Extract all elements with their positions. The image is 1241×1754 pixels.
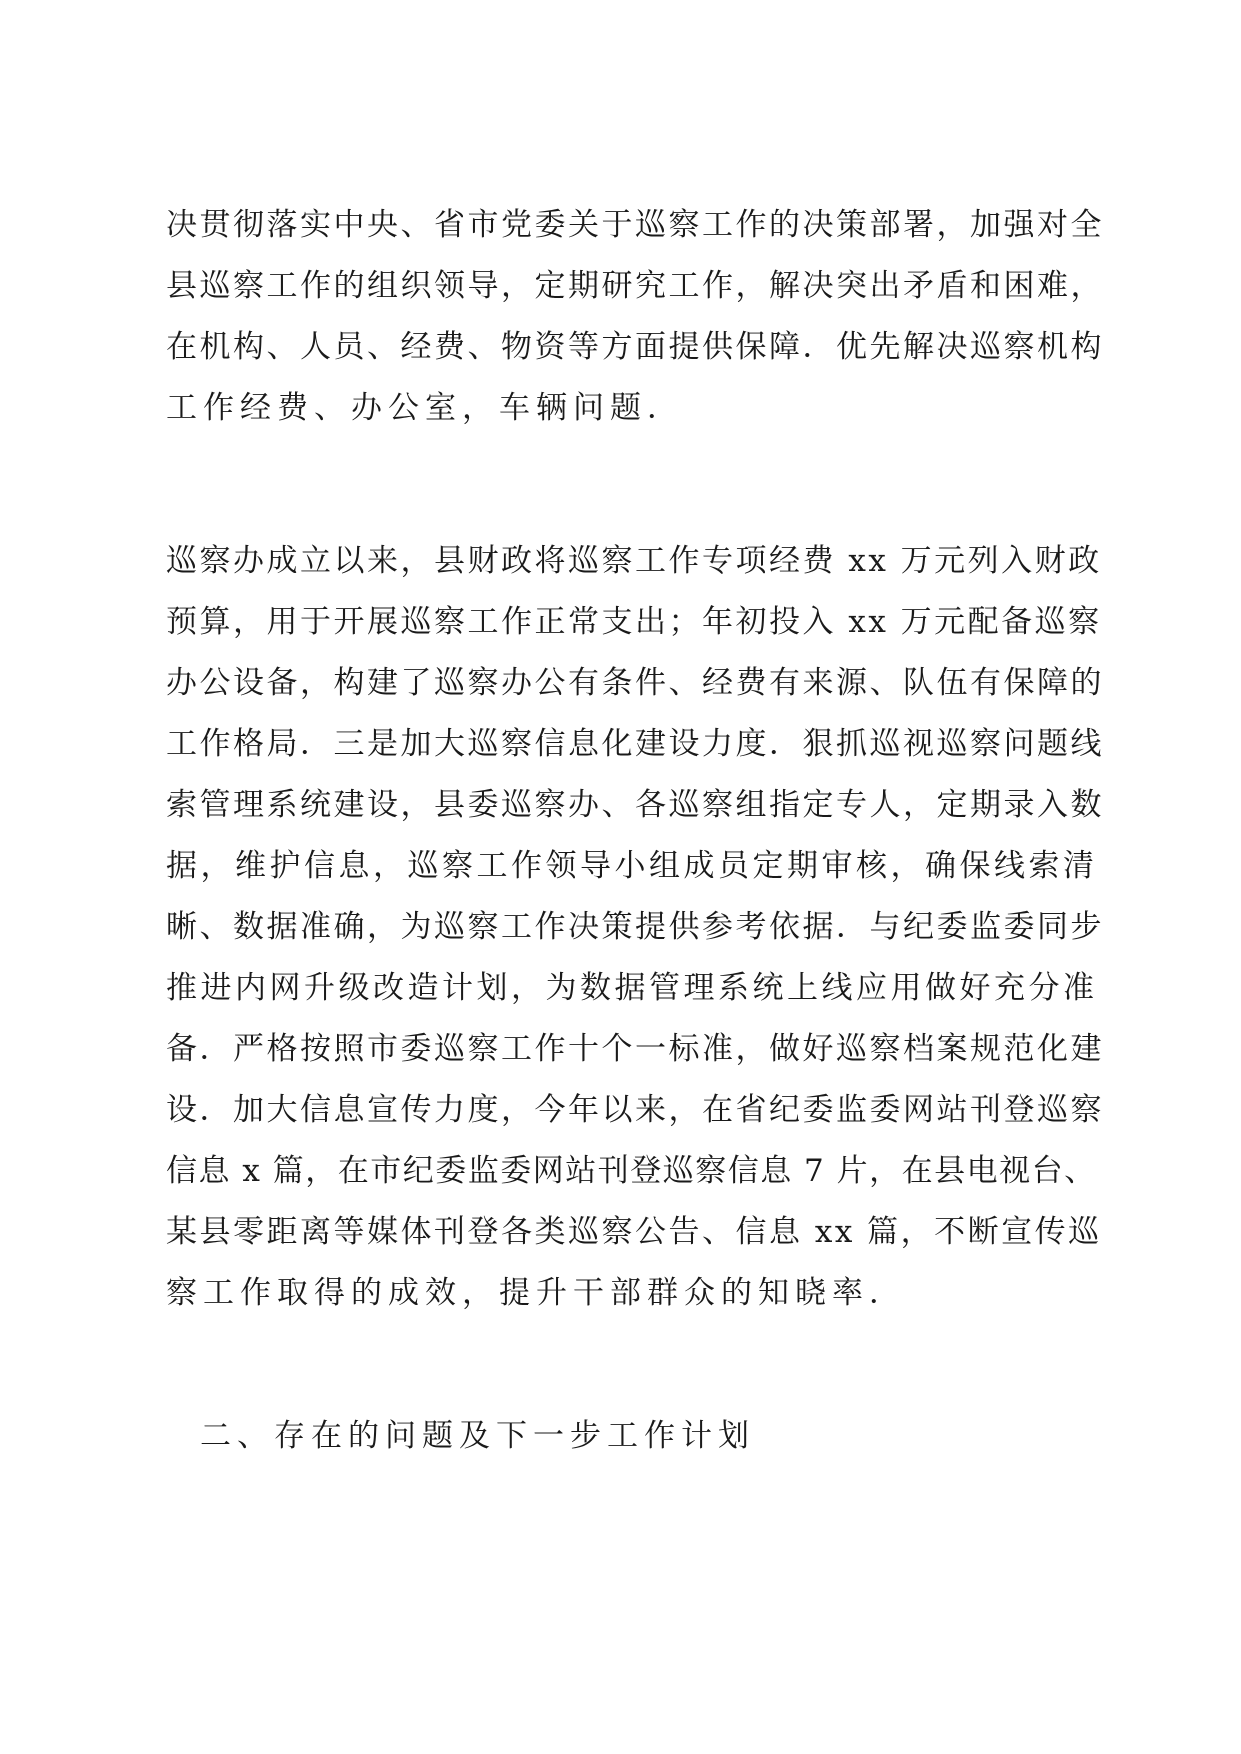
paragraph-line: 工作经费、办公室，车辆问题．: [166, 390, 684, 426]
paragraph-line: 巡察办成立以来，县财政将巡察工作专项经费 xx 万元列入财政: [166, 543, 1102, 579]
paragraph-line: 设．加大信息宣传力度，今年以来，在省纪委监委网站刊登巡察: [166, 1092, 1104, 1128]
section-heading: 二、存在的问题及下一步工作计划: [200, 1418, 755, 1454]
paragraph-line: 备．严格按照市委巡察工作十个一标准，做好巡察档案规范化建: [166, 1031, 1104, 1067]
paragraph-line: 某县零距离等媒体刊登各类巡察公告、信息 xx 篇，不断宣传巡: [166, 1214, 1102, 1250]
paragraph-line: 索管理系统建设，县委巡察办、各巡察组指定专人，定期录入数: [166, 787, 1104, 823]
paragraph-line: 推进内网升级改造计划，为数据管理系统上线应用做好充分准: [166, 970, 1098, 1006]
paragraph-line: 察工作取得的成效，提升干部群众的知晓率．: [166, 1275, 906, 1311]
paragraph-line: 县巡察工作的组织领导，定期研究工作，解决突出矛盾和困难，: [166, 268, 1104, 304]
paragraph-line: 工作格局．三是加大巡察信息化建设力度．狠抓巡视巡察问题线: [166, 726, 1104, 762]
paragraph-line: 据，维护信息，巡察工作领导小组成员定期审核，确保线索清: [166, 848, 1098, 884]
paragraph-line: 信息 x 篇，在市纪委监委网站刊登巡察信息 7 片，在县电视台、: [166, 1153, 1097, 1189]
paragraph-line: 预算，用于开展巡察工作正常支出；年初投入 xx 万元配备巡察: [166, 604, 1102, 640]
paragraph-line: 决贯彻落实中央、省市党委关于巡察工作的决策部署，加强对全: [166, 207, 1104, 243]
paragraph-line: 在机构、人员、经费、物资等方面提供保障．优先解决巡察机构: [166, 329, 1104, 365]
paragraph-line: 办公设备，构建了巡察办公有条件、经费有来源、队伍有保障的: [166, 665, 1104, 701]
paragraph-line: 晰、数据准确，为巡察工作决策提供参考依据．与纪委监委同步: [166, 909, 1104, 945]
